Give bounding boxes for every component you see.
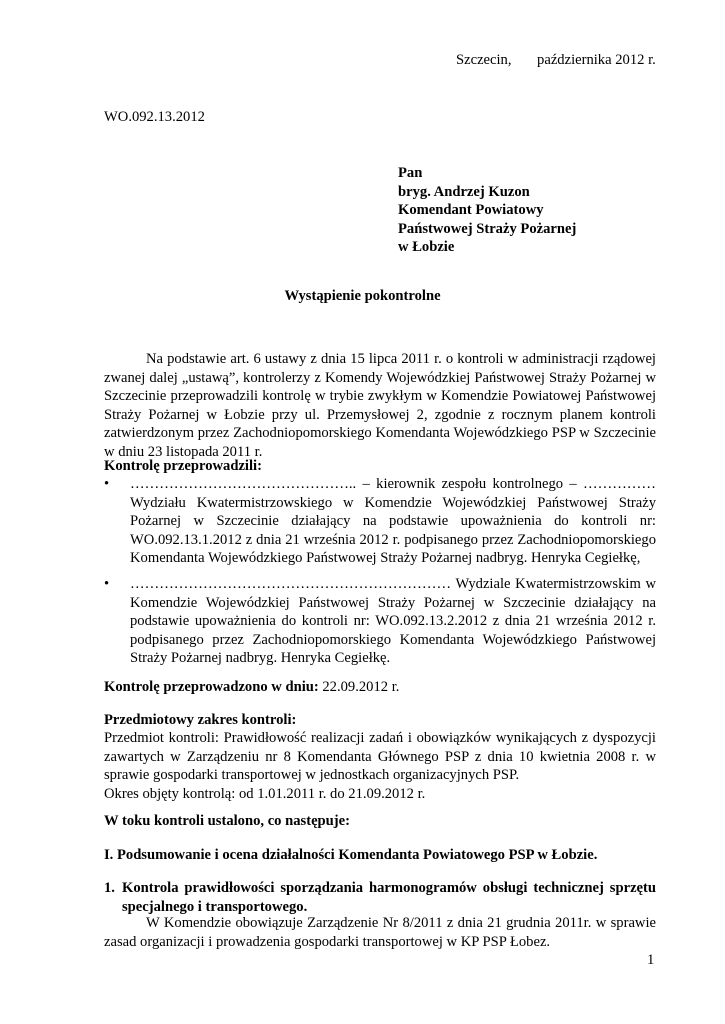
recipient-line: bryg. Andrzej Kuzon — [398, 183, 530, 200]
place-date: Szczecin, października 2012 r. — [456, 52, 656, 68]
inspector-list-item — [104, 475, 656, 568]
subsection-title: Kontrola prawidłowości sporządzania harmonogramów obsługi technicznej sprzętu specjalnego i transportowego. — [122, 880, 656, 915]
reference-number: WO.092.13.2012 — [104, 109, 205, 125]
scope-period: Okres objęty kontrolą: od 1.01.2011 r. do 21.09.2012 r. — [104, 785, 426, 802]
inspector-text: ………………………………………………………… Wydziale Kwatermistrzowskim w Komendzie Wojewódzkiej Państwowej Straży Pożarnej w Szczecinie działający na podstawie upoważnienia do kontroli nr: WO.092.13.2.2012 z dnia 21 września 2012 r. podpisanego przez Zachodniopomorskiego Komendanta Wojewódzkiego Państwowej Straży Pożarnej nadbryg. Henryka Cegiełkę. — [130, 576, 656, 666]
subsection-heading — [104, 879, 656, 916]
recipient-line: w Łobzie — [398, 239, 455, 255]
inspection-date-label: Kontrolę przeprowadzono w dniu: — [104, 679, 319, 695]
inspection-date — [104, 678, 399, 697]
findings-heading: W toku kontroli ustalono, co następuje: — [104, 813, 350, 829]
document-title: Wystąpienie pokontrolne — [284, 288, 441, 304]
bullet-icon: • — [104, 476, 110, 492]
inspection-date-value: 22.09.2012 r. — [318, 679, 400, 695]
recipient-line: Pan — [398, 165, 423, 181]
recipient-line: Komendant Powiatowy — [398, 202, 544, 218]
subsection-body: W Komendzie obowiązuje Zarządzenie Nr 8/2011 z dnia 21 grudnia 2011r. w sprawie zasad organizacji i prowadzenia gospodarki transportowej w KP PSP Łobez. — [104, 915, 656, 950]
recipient-line: Państwowej Straży Pożarnej — [398, 220, 577, 237]
intro-paragraph: Na podstawie art. 6 ustawy z dnia 15 lipca 2011 r. o kontroli w administracji rządowej zwanej dalej „ustawą”, kontrolerzy z Komendy Wojewódzkiej Państwowej Straży Pożarnej w Szczecinie przeprowadzili kontrolę w trybie zwykłym w Komendzie Powiatowej Państwowej Straży Pożarnej w Łobzie przy ul. Przemysłowej 2, zgodnie z rocznym planem kontroli zatwierdzonym przez Zachodniopomorskiego Komendanta Wojewódzkiego PSP w Szczecinie w dniu 23 listopada 2011 r. — [104, 351, 656, 460]
section-heading: I. Podsumowanie i ocena działalności Komendanta Powiatowego PSP w Łobzie. — [104, 847, 598, 863]
page-number: 1 — [647, 952, 655, 968]
inspectors-heading: Kontrolę przeprowadzili: — [104, 458, 262, 474]
bullet-icon: • — [104, 576, 110, 592]
scope-subject: Przedmiot kontroli: Prawidłowość realizacji zadań i obowiązków wynikających z dyspozycji zawartych w Zarządzeniu nr 8 Komendanta Głównego PSP z dnia 10 kwietnia 2008 r. w sprawie gospodarki transportowej w jednostkach organizacyjnych PSP. — [104, 730, 656, 783]
scope-heading: Przedmiotowy zakres kontroli: — [104, 712, 297, 728]
subsection-number: 1. — [104, 880, 115, 896]
inspector-text: ……………………………………….. – kierownik zespołu kontrolnego – …………… Wydziału Kwatermistrzowskiego w Komendzie Wojewódzkiej Państwowej Straży Pożarnej w Szczecinie działający na podstawie upoważnienia do kontroli nr: WO.092.13.1.2012 z dnia 21 września 2012 r. podpisanego przez Zachodniopomorskiego Komendanta Wojewódzkiego Państwowej Straży Pożarnej nadbryg. Henryka Cegiełkę, — [130, 476, 656, 566]
inspector-list-item — [104, 575, 656, 668]
scope-block — [104, 729, 656, 803]
recipient-block — [398, 164, 576, 257]
